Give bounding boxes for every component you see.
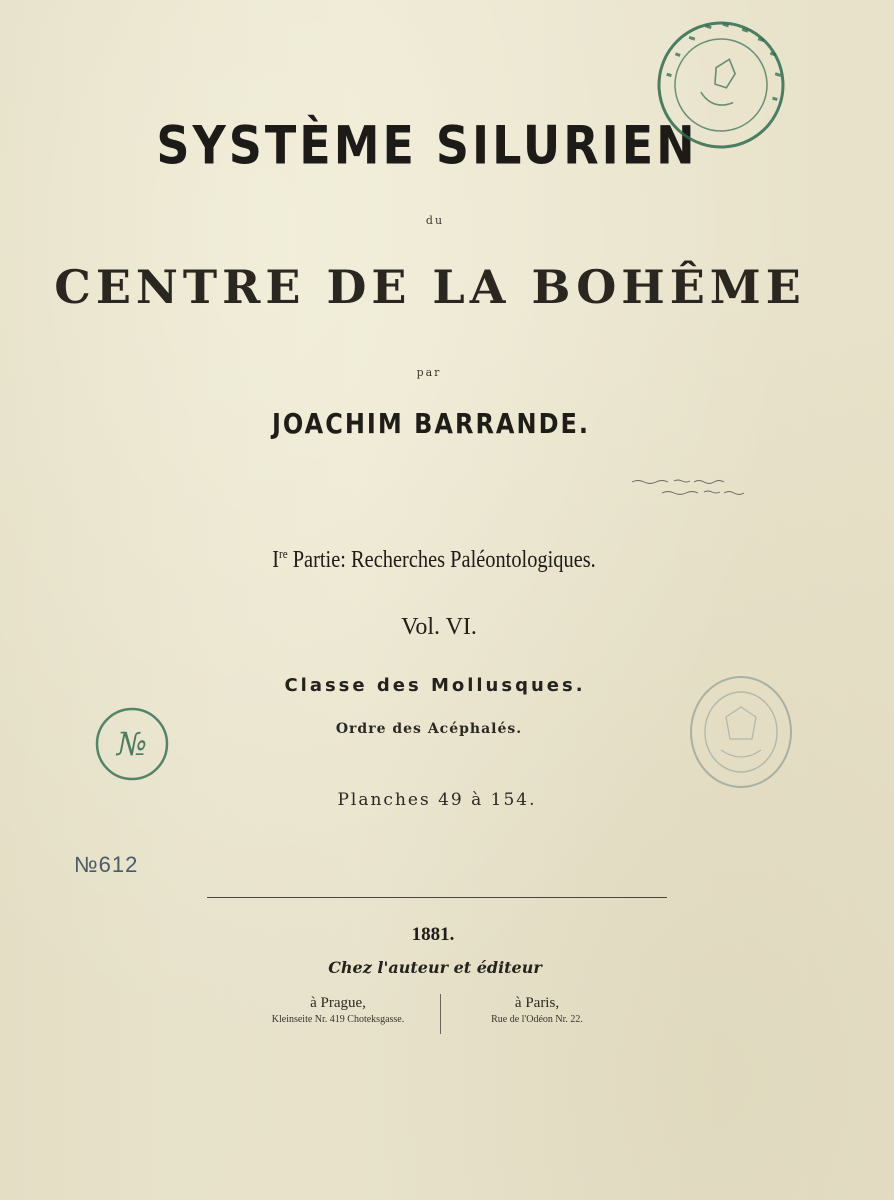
address-prague: Kleinseite Nr. 419 Choteksgasse.	[271, 1014, 405, 1025]
column-divider	[440, 994, 441, 1034]
location-prague	[238, 994, 438, 1028]
partie-heading	[54, 546, 814, 574]
library-stamp-icon	[654, 18, 788, 152]
horizontal-rule	[207, 897, 667, 898]
city-prague: à Prague,	[310, 995, 366, 1011]
subtitle-region: CENTRE DE LA BOHÊME	[54, 260, 806, 314]
partie-text: Partie: Recherches Paléontologiques.	[292, 547, 596, 573]
handwritten-note	[628, 476, 748, 504]
publication-year: 1881.	[411, 924, 455, 945]
address-paris: Rue de l'Odéon Nr. 22.	[491, 1014, 583, 1025]
note-scribble	[628, 476, 748, 500]
connector-du: du	[425, 214, 445, 227]
main-title: SYSTÈME SILURIEN	[156, 113, 698, 177]
number-stamp-glyph: №	[116, 725, 148, 763]
number-stamp-icon	[93, 705, 171, 783]
location-paris	[447, 994, 627, 1028]
publisher-line: Chez l'auteur et éditeur	[328, 958, 542, 977]
partie-superscript: re	[279, 546, 288, 561]
inventory-number-stamp: №612	[74, 852, 139, 877]
ordre-label: Ordre des Acéphalés.	[335, 721, 523, 737]
partie-number: I	[272, 547, 280, 573]
volume-label: Vol. VI.	[401, 614, 477, 640]
city-paris: à Paris,	[514, 995, 560, 1011]
classe-label: Classe des Mollusques.	[284, 675, 586, 696]
connector-par: par	[416, 366, 442, 379]
author-name: JOACHIM BARRANDE.	[271, 407, 591, 441]
faint-seal-stamp-icon	[686, 672, 796, 792]
planches-label: Planches 49 à 154.	[337, 790, 537, 810]
